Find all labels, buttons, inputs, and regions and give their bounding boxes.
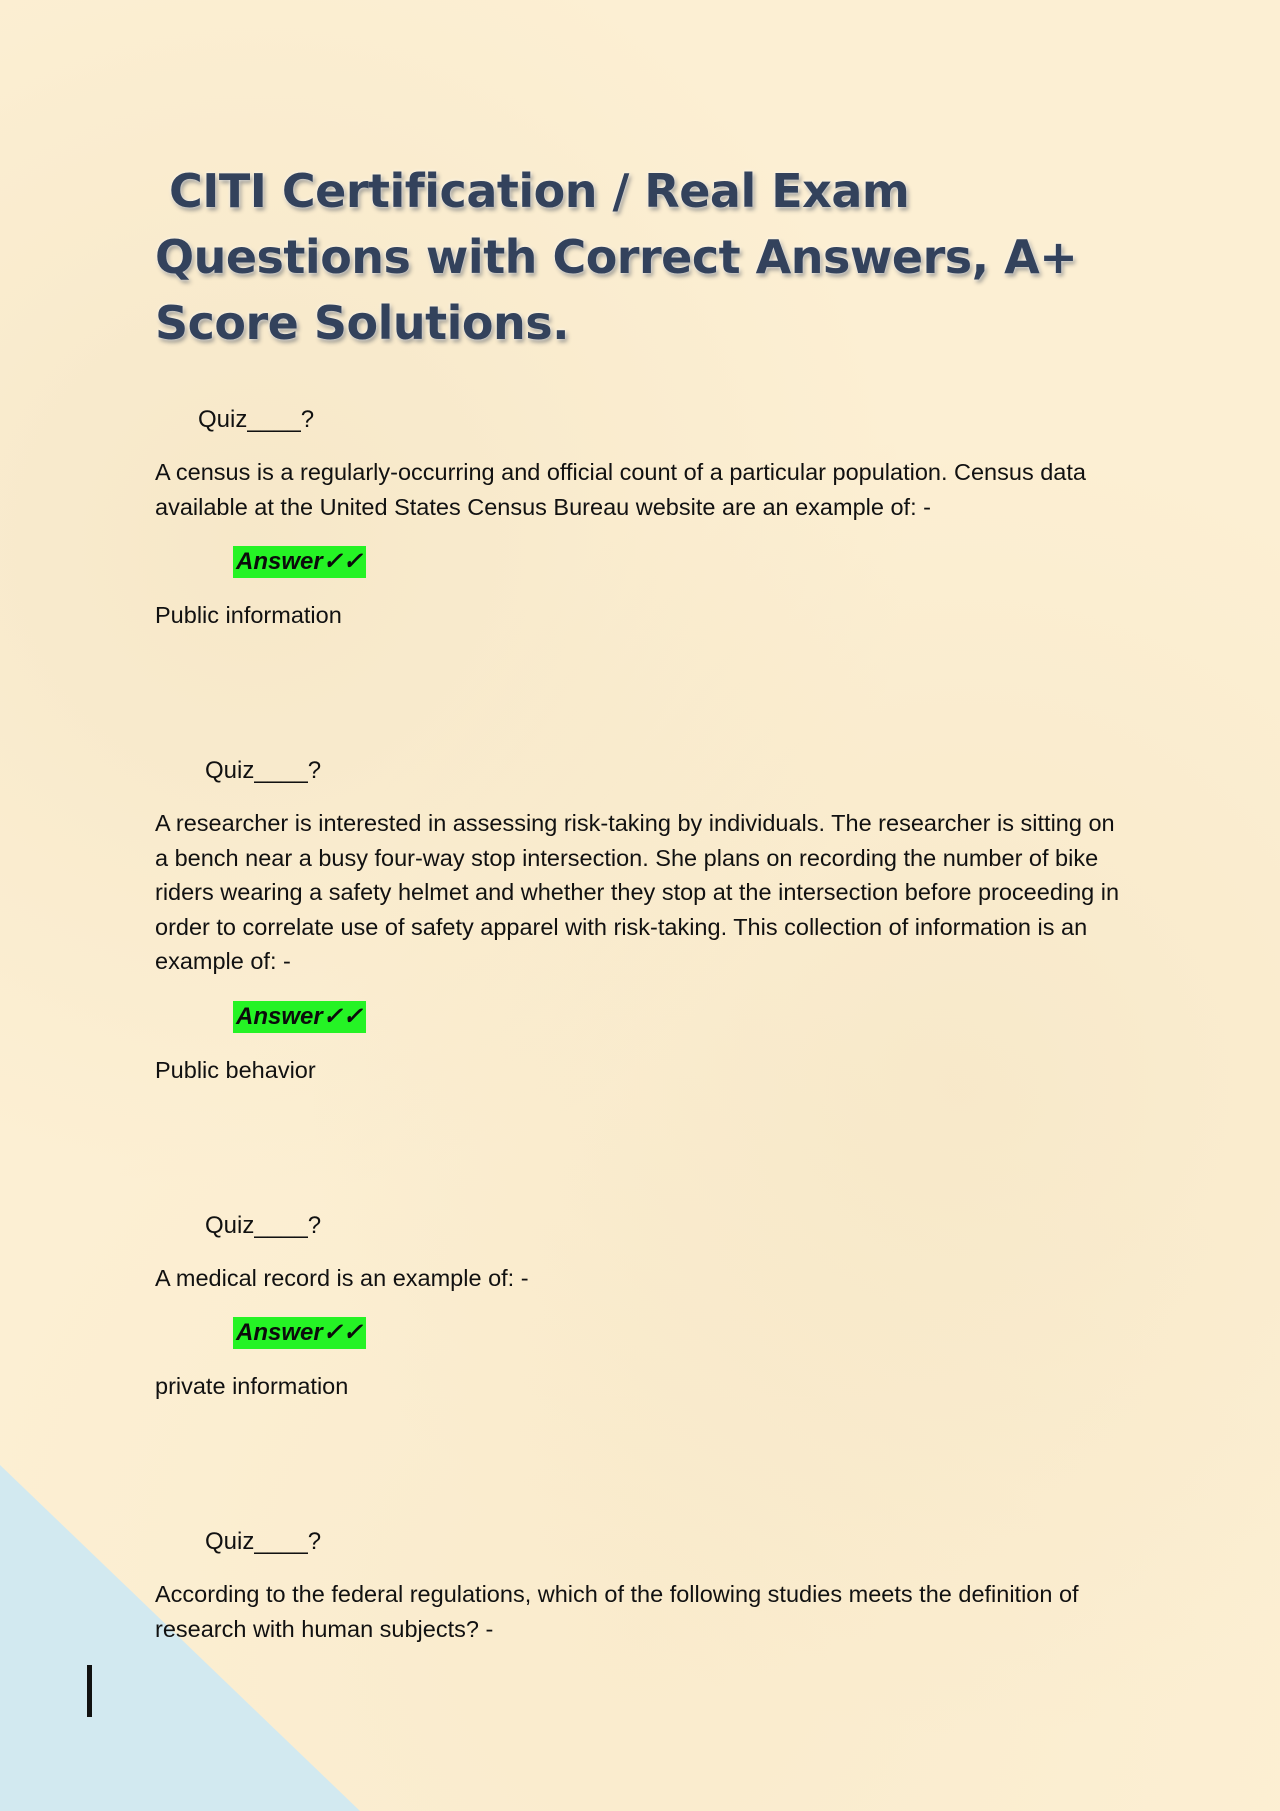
answer-text: Public information [155,602,342,628]
question-text: A census is a regularly-occurring and official count of a particular population. Census data available at the United States Census Bureau website are an example of: - [155,459,1086,520]
quiz-label: Quiz____? [205,757,322,784]
answer-text: private information [155,1373,349,1399]
question-text: According to the federal regulations, which of the following studies meets the definition of research with human subjects? - [155,1581,1079,1642]
quiz-label: Quiz____? [198,406,315,433]
title-line-3: Score Solutions. [155,296,570,350]
title-line-2: Questions with Correct Answers, A+ [155,230,1078,284]
title-line-1: CITI Certification / Real Exam [169,164,910,218]
answer-tag: Answer✓✓ [233,546,366,578]
text-cursor [87,1665,92,1717]
answer-tag: Answer✓✓ [233,1317,366,1349]
question-text: A medical record is an example of: - [155,1265,529,1291]
quiz-label: Quiz____? [205,1528,322,1555]
quiz-label: Quiz____? [205,1212,322,1239]
document-title [155,158,1095,356]
answer-text: Public behavior [155,1057,316,1083]
question-text: A researcher is interested in assessing risk-taking by individuals. The researcher is sitting on a bench near a busy four-way stop intersection. She plans on recording the number of bike riders wearing a safety helmet and whether they stop at the intersection before proceeding in order to correlate use of safety apparel with risk-taking. This collection of information is an example of: - [155,810,1120,974]
answer-tag: Answer✓✓ [233,1001,366,1033]
